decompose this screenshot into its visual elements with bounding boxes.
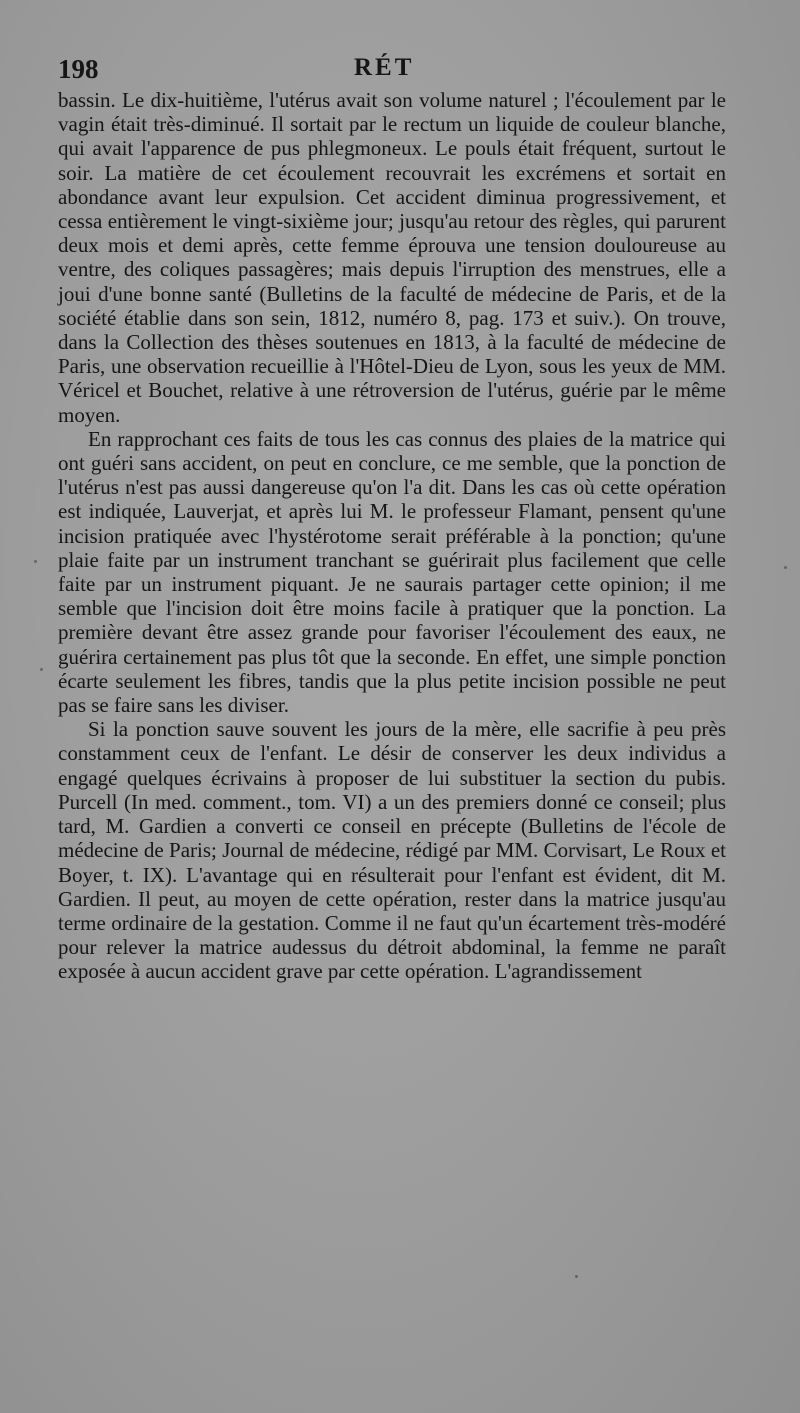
paper-speck — [40, 668, 43, 671]
body-text — [58, 88, 726, 984]
running-head: RÉT — [354, 54, 415, 81]
paper-speck — [784, 566, 787, 569]
paragraph-1: bassin. Le dix-huitième, l'utérus avait son volume naturel ; l'écoulement par le vagin était très-diminué. Il sortait par le rectum un liquide de couleur blanche, qui avait l'apparence de pus phlegmoneux. Le pouls était fréquent, surtout le soir. La matière de cet écoulement recouvrait les excrémens et sortait en abondance avant leur expulsion. Cet accident diminua progressivement, et cessa entièrement le vingt-sixième jour; jusqu'au retour des règles, qui parurent deux mois et demi après, cette femme éprouva une tension douloureuse au ventre, des coliques passagères; mais depuis l'irruption des menstrues, elle a joui d'une bonne santé (Bulletins de la faculté de médecine de Paris, et de la société établie dans son sein, 1812, numéro 8, pag. 173 et suiv.). On trouve, dans la Collection des thèses soutenues en 1813, à la faculté de médecine de Paris, une observation recueillie à l'Hôtel-Dieu de Lyon, sous les yeux de MM. Véricel et Bouchet, relative à une rétroversion de l'utérus, guérie par le même moyen. — [58, 88, 726, 427]
paragraph-2: En rapprochant ces faits de tous les cas connus des plaies de la matrice qui ont guéri sans accident, on peut en conclure, ce me semble, que la ponction de l'utérus n'est pas aussi dangereuse qu'on l'a dit. Dans les cas où cette opération est indiquée, Lauverjat, et après lui M. le professeur Flamant, pensent qu'une incision pratiquée avec l'hystérotome serait préférable à la ponction; qu'une plaie faite par un instrument tranchant se guérirait plus facilement que celle faite par un instrument piquant. Je ne saurais partager cette opinion; il me semble que l'incision doit être moins facile à pratiquer que la ponction. La première devant être assez grande pour favoriser l'écoulement des eaux, ne guérira certainement pas plus tôt que la seconde. En effet, une simple ponction écarte seulement les fibres, tandis que la plus petite incision possible ne peut pas se faire sans les diviser. — [58, 426, 726, 718]
page-number: 198 — [58, 54, 99, 84]
paper-speck — [575, 1275, 578, 1278]
paragraph-3: Si la ponction sauve souvent les jours de la mère, elle sacrifie à peu près constamment ceux de l'enfant. Le désir de conserver les deux individus a engagé quelques écrivains à proposer de lui substituer la section du pubis. Purcell (In med. comment., tom. VI) a un des premiers donné ce conseil; plus tard, M. Gardien a converti ce conseil en précepte (Bulletins de l'école de médecine de Paris; Journal de médecine, rédigé par MM. Corvisart, Le Roux et Boyer, t. IX). L'avantage qui en résulterait pour l'enfant est évident, dit M. Gardien. Il peut, au moyen de cette opération, rester dans la matrice jusqu'au terme ordinaire de la gestation. Comme il ne faut qu'un écartement très-modéré pour relever la matrice audessus du détroit abdominal, la femme ne paraît exposée à aucun accident grave par cette opération. L'agrandissement — [58, 717, 726, 984]
paper-speck — [34, 560, 37, 563]
page-header — [58, 52, 723, 86]
